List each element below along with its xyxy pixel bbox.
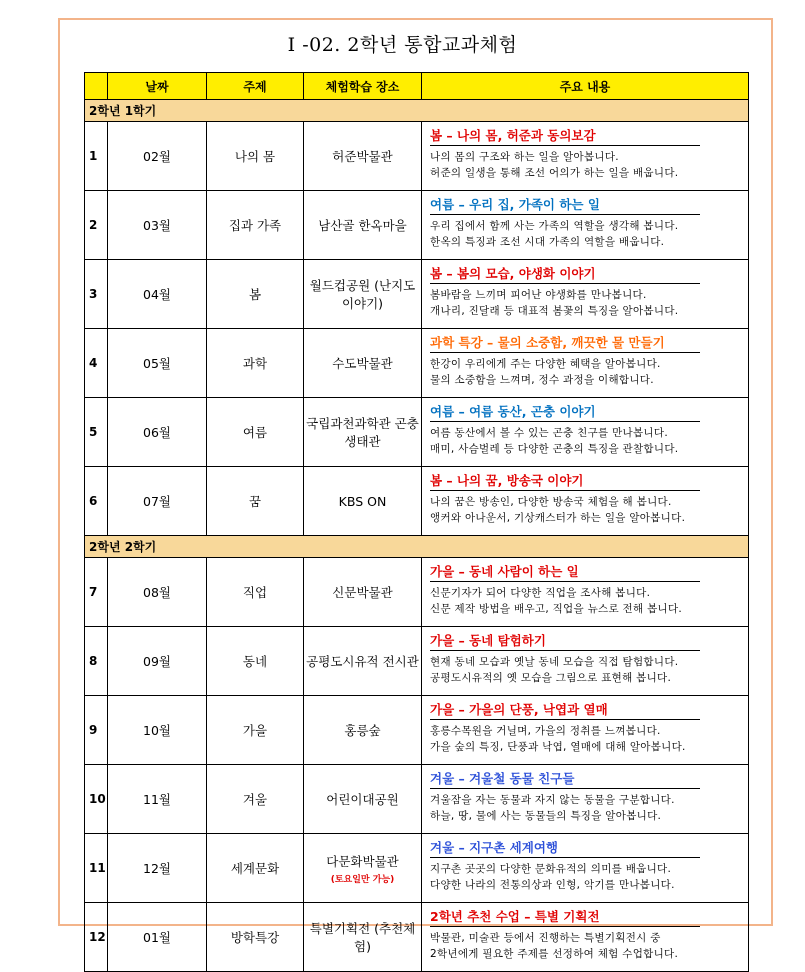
table-row: [85, 260, 749, 329]
row-number: 8: [85, 627, 108, 696]
row-content: [422, 558, 749, 627]
row-number: 12: [85, 903, 108, 972]
row-content-title: 가을 – 가을의 단풍, 낙엽과 열매: [430, 700, 700, 720]
row-place: 남산골 한옥마을: [318, 218, 407, 233]
row-content: [422, 329, 749, 398]
row-place-cell: [304, 627, 422, 696]
table-row: [85, 834, 749, 903]
table-row: [85, 903, 749, 972]
semester-row: [85, 536, 749, 558]
page-title: I -02. 2학년 통합교과체험: [287, 34, 518, 56]
row-topic: 겨울: [207, 765, 304, 834]
row-number: 9: [85, 696, 108, 765]
row-date: 06월: [108, 398, 207, 467]
header-date: 날짜: [108, 73, 207, 100]
row-place: 어린이대공원: [326, 792, 399, 807]
row-place-cell: [304, 398, 422, 467]
semester-label: 2학년 2학기: [85, 536, 749, 558]
row-content-line: 겨울잠을 자는 동물과 자지 않는 동물을 구분합니다.: [430, 794, 675, 806]
row-content-title: 과학 특강 – 물의 소중함, 깨끗한 물 만들기: [430, 333, 700, 353]
row-content: [422, 765, 749, 834]
row-topic: 방학특강: [207, 903, 304, 972]
header-row: [85, 73, 749, 100]
row-place-cell: [304, 696, 422, 765]
row-content: [422, 260, 749, 329]
row-date: 11월: [108, 765, 207, 834]
row-place-note: (토요일만 가능): [330, 874, 395, 885]
row-place-cell: [304, 191, 422, 260]
row-content-line: 앵커와 아나운서, 기상캐스터가 하는 일을 알아봅니다.: [430, 512, 686, 524]
row-place-cell: [304, 122, 422, 191]
row-content: [422, 903, 749, 972]
row-content: [422, 627, 749, 696]
row-content-title: 겨울 – 지구촌 세계여행: [430, 838, 700, 858]
row-content-line: 가을 숲의 특징, 단풍과 낙엽, 열매에 대해 알아봅니다.: [430, 741, 686, 753]
table-row: [85, 765, 749, 834]
row-content: [422, 467, 749, 536]
row-topic: 여름: [207, 398, 304, 467]
row-topic: 가을: [207, 696, 304, 765]
row-date: 12월: [108, 834, 207, 903]
row-content-title: 2학년 추천 수업 – 특별 기획전: [430, 907, 700, 927]
row-number: 7: [85, 558, 108, 627]
row-place: 신문박물관: [332, 585, 393, 600]
row-date: 10월: [108, 696, 207, 765]
row-content-line: 개나리, 진달래 등 대표적 봄꽃의 특징을 알아봅니다.: [430, 305, 679, 317]
row-content-title: 봄 – 봄의 모습, 야생화 이야기: [430, 264, 700, 284]
row-place: 국립과천과학관 곤충생태관: [306, 416, 419, 449]
row-content-line: 우리 집에서 함께 사는 가족의 역할을 생각해 봅니다.: [430, 220, 679, 232]
table-row: [85, 696, 749, 765]
row-content: [422, 122, 749, 191]
row-topic: 집과 가족: [207, 191, 304, 260]
row-place-cell: [304, 834, 422, 903]
row-topic: 나의 몸: [207, 122, 304, 191]
row-content-title: 겨울 – 겨울철 동물 친구들: [430, 769, 700, 789]
row-content-title: 봄 – 나의 몸, 허준과 동의보감: [430, 126, 700, 146]
row-content: [422, 191, 749, 260]
row-content-line: 홍릉수목원을 거닐며, 가을의 정취를 느껴봅니다.: [430, 725, 661, 737]
row-place: KBS ON: [338, 493, 387, 509]
header-topic: 주제: [207, 73, 304, 100]
table-row: [85, 398, 749, 467]
row-content-line: 다양한 나라의 전통의상과 인형, 악기를 만나봅니다.: [430, 879, 675, 891]
row-topic: 직업: [207, 558, 304, 627]
row-number: 6: [85, 467, 108, 536]
table-row: [85, 467, 749, 536]
row-content-title: 여름 – 우리 집, 가족이 하는 일: [430, 195, 700, 215]
row-content-line: 지구촌 곳곳의 다양한 문화유적의 의미를 배웁니다.: [430, 863, 672, 875]
row-place-cell: [304, 260, 422, 329]
row-content-line: 신문 제작 방법을 배우고, 직업을 뉴스로 전해 봅니다.: [430, 603, 683, 615]
row-content-line: 한강이 우리에게 주는 다양한 혜택을 알아봅니다.: [430, 358, 661, 370]
row-topic: 동네: [207, 627, 304, 696]
row-place-cell: [304, 329, 422, 398]
row-topic: 봄: [207, 260, 304, 329]
row-topic: 꿈: [207, 467, 304, 536]
row-content-line: 신문기자가 되어 다양한 직업을 조사해 봅니다.: [430, 587, 651, 599]
row-content-title: 가을 – 동네 탐험하기: [430, 631, 700, 651]
row-place: 공평도시유적 전시관: [306, 654, 419, 669]
row-place-cell: [304, 765, 422, 834]
row-place-cell: [304, 903, 422, 972]
table-row: [85, 191, 749, 260]
row-place: 허준박물관: [332, 149, 393, 164]
semester-label: 2학년 1학기: [85, 100, 749, 122]
table-row: [85, 329, 749, 398]
row-content-line: 나의 몸의 구조와 하는 일을 알아봅니다.: [430, 151, 619, 163]
row-content-line: 공평도시유적의 옛 모습을 그림으로 표현해 봅니다.: [430, 672, 672, 684]
row-date: 08월: [108, 558, 207, 627]
row-date: 07월: [108, 467, 207, 536]
row-content-title: 봄 – 나의 꿈, 방송국 이야기: [430, 471, 700, 491]
row-place-cell: [304, 467, 422, 536]
row-place-cell: [304, 558, 422, 627]
row-number: 5: [85, 398, 108, 467]
schedule-table: [84, 72, 749, 972]
row-content-title: 여름 – 여름 동산, 곤충 이야기: [430, 402, 700, 422]
row-content-line: 나의 꿈은 방송인, 다양한 방송국 체험을 해 봅니다.: [430, 496, 672, 508]
row-content-line: 한옥의 특징과 조선 시대 가족의 역할을 배웁니다.: [430, 236, 665, 248]
semester-row: [85, 100, 749, 122]
row-place: 특별기획전 (추천체험): [309, 921, 416, 954]
row-place: 월드컵공원 (난지도이야기): [309, 278, 416, 311]
row-date: 09월: [108, 627, 207, 696]
row-number: 4: [85, 329, 108, 398]
row-content-line: 허준의 일생을 통해 조선 어의가 하는 일을 배웁니다.: [430, 167, 679, 179]
row-number: 10: [85, 765, 108, 834]
row-place: 다문화박물관: [326, 853, 399, 869]
row-number: 1: [85, 122, 108, 191]
row-number: 11: [85, 834, 108, 903]
row-date: 01월: [108, 903, 207, 972]
row-content: [422, 834, 749, 903]
row-topic: 과학: [207, 329, 304, 398]
row-content-line: 봄바람을 느끼며 피어난 야생화를 만나봅니다.: [430, 289, 647, 301]
header-content: 주요 내용: [422, 73, 749, 100]
row-date: 05월: [108, 329, 207, 398]
row-number: 2: [85, 191, 108, 260]
row-number: 3: [85, 260, 108, 329]
row-content-line: 여름 동산에서 볼 수 있는 곤충 친구를 만나봅니다.: [430, 427, 668, 439]
row-content-line: 박물관, 미술관 등에서 진행하는 특별기획전시 중: [430, 932, 661, 944]
row-date: 03월: [108, 191, 207, 260]
row-content-title: 가을 – 동네 사람이 하는 일: [430, 562, 700, 582]
row-content-line: 물의 소중함을 느껴며, 정수 과정을 이해합니다.: [430, 374, 654, 386]
row-date: 02월: [108, 122, 207, 191]
row-content: [422, 398, 749, 467]
row-content-line: 매미, 사슴벌레 등 다양한 곤충의 특징을 관찰합니다.: [430, 443, 679, 455]
header-place: 체험학습 장소: [304, 73, 422, 100]
table-row: [85, 627, 749, 696]
row-content-line: 2학년에게 필요한 주제를 선정하여 체험 수업합니다.: [430, 948, 679, 960]
table-row: [85, 558, 749, 627]
row-content-line: 하늘, 땅, 물에 사는 동물들의 특징을 알아봅니다.: [430, 810, 662, 822]
row-content-line: 현재 동네 모습과 옛날 동네 모습을 직접 탐험합니다.: [430, 656, 679, 668]
row-content: [422, 696, 749, 765]
table-row: [85, 122, 749, 191]
header-no: [85, 73, 108, 100]
row-topic: 세계문화: [207, 834, 304, 903]
row-place: 홍릉숲: [344, 723, 381, 738]
row-date: 04월: [108, 260, 207, 329]
row-place: 수도박물관: [332, 356, 393, 371]
